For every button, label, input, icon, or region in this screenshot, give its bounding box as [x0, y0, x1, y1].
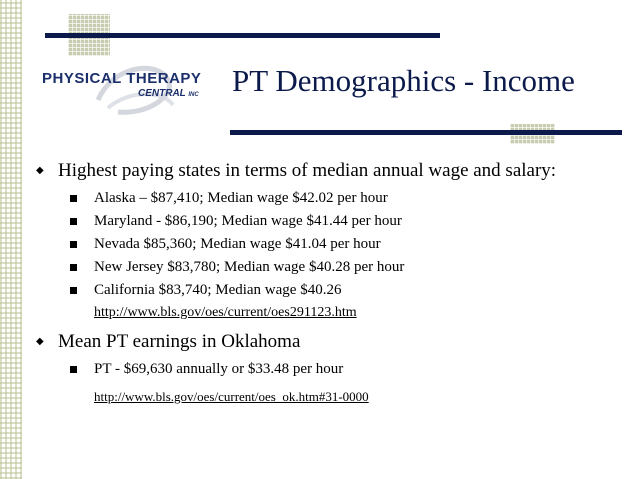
list-item-text: California $83,740; Median wage $40.26: [94, 282, 342, 298]
square-bullet-icon: [70, 366, 77, 373]
section-heading: Highest paying states in terms of median annual wage and salary:: [58, 160, 557, 181]
slide-title: PT Demographics - Income: [232, 63, 575, 98]
list-item-text: Maryland - $86,190; Median wage $41.44 per hour: [94, 213, 402, 229]
decorative-bar-top: [45, 33, 440, 38]
bullet-section-highest-paying: [36, 160, 631, 182]
diamond-bullet-icon: ◆: [36, 165, 44, 176]
sub-list-oklahoma: [94, 358, 631, 407]
logo-text-central: CENTRAL: [138, 88, 186, 99]
list-item: [94, 256, 631, 279]
source-link-national[interactable]: http://www.bls.gov/oes/current/oes291123.htm: [94, 305, 357, 320]
list-item-text: Nevada $85,360; Median wage $41.04 per hour: [94, 236, 381, 252]
company-logo: [38, 60, 228, 125]
bullet-section-oklahoma: [36, 331, 631, 353]
logo-text-sub: [138, 88, 199, 99]
sub-list-states: [94, 187, 631, 323]
slide-content: [36, 160, 631, 407]
logo-text-main: PHYSICAL THERAPY: [42, 70, 202, 87]
list-item: [94, 210, 631, 233]
list-item-text: Alaska – $87,410; Median wage $42.02 per hour: [94, 190, 388, 206]
source-link-oklahoma[interactable]: http://www.bls.gov/oes/current/oes_ok.htm#31-0000: [94, 389, 369, 404]
decorative-checkered-strip: [0, 0, 22, 479]
square-bullet-icon: [70, 264, 77, 271]
square-bullet-icon: [70, 241, 77, 248]
square-bullet-icon: [70, 195, 77, 202]
square-bullet-icon: [70, 287, 77, 294]
section-heading: Mean PT earnings in Oklahoma: [58, 331, 301, 352]
list-item-text: New Jersey $83,780; Median wage $40.28 per hour: [94, 259, 405, 275]
list-item-text: PT - $69,630 annually or $33.48 per hour: [94, 361, 344, 377]
diamond-bullet-icon: ◆: [36, 336, 44, 347]
decorative-bar-bottom: [230, 130, 622, 135]
list-item: [94, 358, 631, 381]
logo-text-inc: INC: [188, 92, 199, 98]
list-item: [94, 187, 631, 210]
square-bullet-icon: [70, 218, 77, 225]
list-item: [94, 279, 631, 302]
list-item: [94, 233, 631, 256]
